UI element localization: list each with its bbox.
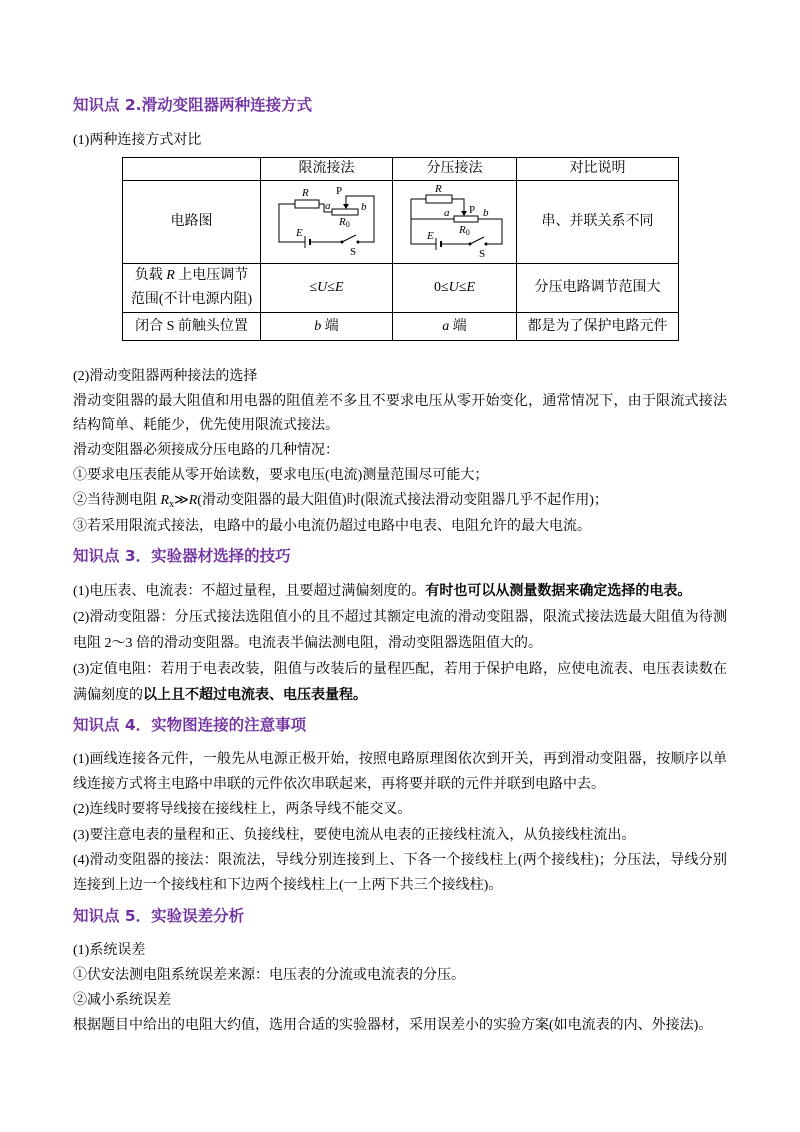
wire-to-slider	[452, 199, 464, 212]
paragraph-line: 根据题目中给出的电阻大约值，选用合适的实验器材，采用误差小的实验方案(如电流表的内、外接法)。	[73, 1018, 713, 1033]
table-row-circuit	[123, 181, 679, 264]
position-divider	[393, 313, 517, 341]
range-divider-u: U	[448, 280, 459, 295]
note-circuit: 串、并联关系不同	[517, 181, 679, 264]
switch-contact	[356, 241, 359, 244]
switch-lever	[470, 237, 484, 244]
resistor-r	[295, 200, 319, 208]
switch-lever	[342, 235, 356, 242]
list-item	[73, 491, 608, 511]
range-limit-le1: ≤	[309, 280, 318, 295]
cell-limit-circuit	[261, 181, 393, 264]
range-limit-le2: ≤	[327, 280, 335, 295]
range-label-var: R	[166, 268, 175, 283]
position-divider-suffix: 端	[449, 318, 467, 334]
label-r0-sub: 0	[345, 220, 350, 229]
label-r: R	[434, 183, 442, 195]
position-limit-var: b	[314, 318, 322, 334]
row-label-position: 闭合 S 前触头位置	[123, 313, 261, 341]
position-limit-suffix: 端	[321, 318, 339, 334]
label-r0-sub: 0	[465, 228, 470, 237]
range-label-line2: 范围(不计电源内阻)	[130, 292, 253, 307]
table-row-range	[123, 264, 679, 313]
subheading-selection: (2)滑动变阻器两种接法的选择	[73, 369, 258, 384]
paragraph-line: 滑动变阻器必须接成分压电路的几种情况：	[73, 443, 339, 458]
list-item: ③若采用限流式接法，电路中的最小电流仍超过电路中电表、电阻允许的最大电流。	[73, 519, 591, 534]
rheostat-r0	[454, 216, 478, 222]
label-r0-main: R	[338, 216, 346, 228]
paragraph-line: (2)连线时要将导线接在接线柱上，两条导线不能交叉。	[73, 802, 412, 817]
range-limit-u: U	[317, 280, 328, 295]
wire-b-right	[478, 219, 502, 244]
paragraph-line: (1)画线连接各元件，一般先从电源正极开始，按照电路原理图依次到开关，再到滑动变阻器，按顺序以单	[73, 752, 727, 767]
p3-normal: 满偏刻度的	[73, 688, 143, 703]
row-label-circuit: 电路图	[123, 181, 261, 264]
item2-var: R	[160, 493, 170, 508]
label-p: P	[468, 204, 475, 216]
section-heading-4: 知识点 4．实物图连接的注意事项	[73, 716, 307, 734]
switch-contact	[340, 241, 343, 244]
item2-var2: R	[188, 493, 198, 508]
range-label-pre: 负载	[134, 268, 167, 283]
list-item: ①要求电压表能从零开始读数，要求电压(电流)测量范围尽可能大；	[73, 468, 489, 483]
label-r0	[338, 216, 350, 229]
paragraph-line: 线连接方式将主电路中串联的元件依次串联起来，再将要并联的元件并联到电路中去。	[73, 777, 605, 792]
table-row-position	[123, 313, 679, 341]
paragraph-line: ②减小系统误差	[73, 993, 171, 1008]
p1-bold: 有时也可以从测量数据来确定选择的电表。	[425, 583, 692, 599]
p1-normal: (1)电压表、电流表：不超过量程，且要超过满偏刻度的。	[73, 584, 426, 599]
label-e: E	[426, 230, 434, 242]
note-position: 都是为了保护电路元件	[517, 313, 679, 341]
label-a: a	[443, 207, 449, 219]
paragraph-line: ①伏安法测电阻系统误差来源：电压表的分流或电流表的分压。	[73, 968, 465, 983]
paragraph-line: (4)滑动变阻器的接法：限流法，导线分别连接到上、下各一个接线柱上(两个接线柱)；分压法，导线分别	[73, 853, 727, 868]
paragraph-line: 结构简单、耗能少，优先使用限流式接法。	[73, 418, 339, 433]
rheostat-r0	[332, 209, 358, 215]
range-limit	[261, 264, 393, 313]
table-header-row	[123, 158, 679, 181]
position-divider-var: a	[442, 318, 450, 334]
paragraph-line: (3)要注意电表的量程和正、负接线柱，要使电流从电表的正接线柱流入，从负接线柱流出。	[73, 828, 636, 843]
resistor-r	[426, 195, 452, 203]
p3-bold: 以上且不超过电流表、电压表量程。	[143, 687, 367, 703]
header-cell-limit: 限流接法	[261, 158, 393, 181]
label-e: E	[295, 227, 303, 239]
subheading-comparison: (1)两种连接方式对比	[73, 133, 202, 148]
label-p: P	[335, 185, 342, 197]
paragraph-line: (3)定值电阻：若用于电表改装，阻值与改装后的量程匹配，若用于保护电路，应使电流表、电压表读数在	[73, 662, 727, 677]
wire-slider-right	[346, 196, 374, 242]
header-cell-empty	[123, 158, 261, 181]
item2-sub: x	[169, 499, 175, 510]
header-cell-divider: 分压接法	[393, 158, 517, 181]
item2-pre: ②当待测电阻	[73, 493, 161, 508]
paragraph-line: (2)滑动变阻器：分压式接法选阻值小的且不超过其额定电流的滑动变阻器，限流式接法选最大阻值为待测	[73, 610, 727, 625]
section-heading-3: 知识点 3．实验器材选择的技巧	[73, 547, 291, 565]
label-r0	[458, 224, 470, 237]
range-label-post: 上电压调节	[174, 268, 249, 283]
paragraph-line	[73, 581, 691, 601]
item2-post: (滑动变阻器的最大阻值)时(限流式接法滑动变阻器几乎不起作用)；	[197, 493, 608, 508]
cell-divider-circuit	[393, 181, 517, 264]
paragraph-line: 连接到上边一个接线柱和下边两个接线柱上(一上两下共三个接线柱)。	[73, 878, 503, 893]
range-limit-e: E	[334, 280, 344, 295]
label-s: S	[478, 248, 485, 260]
slider-arrow	[343, 204, 349, 209]
label-s: S	[349, 246, 356, 258]
label-a: a	[324, 200, 330, 212]
paragraph-line: 电阻 2～3 倍的滑动变阻器。电流表半偏法测电阻，滑动变阻器选阻值大的。	[73, 636, 542, 651]
note-range: 分压电路调节范围大	[517, 264, 679, 313]
label-b: b	[482, 207, 488, 219]
paragraph-line	[73, 685, 367, 705]
section-heading-2: 知识点 2.滑动变阻器两种连接方式	[73, 96, 313, 114]
divider-circuit-diagram	[394, 182, 516, 262]
range-divider	[393, 264, 517, 313]
limit-circuit-diagram	[262, 182, 392, 262]
item2-op: ≫	[174, 493, 189, 508]
paragraph-line: 滑动变阻器的最大阻值和用电器的阻值差不多且不要求电压从零开始变化，通常情况下，由于限流式接法	[73, 394, 727, 409]
label-r: R	[301, 187, 309, 199]
label-b: b	[360, 201, 366, 213]
switch-contact	[484, 243, 487, 246]
range-divider-e: E	[466, 280, 476, 295]
row-label-range	[123, 264, 261, 313]
range-divider-pre: 0≤	[433, 280, 449, 295]
slider-arrow	[461, 211, 467, 216]
switch-contact	[468, 243, 471, 246]
position-limit	[261, 313, 393, 341]
paragraph-line: (1)系统误差	[73, 943, 146, 958]
section-heading-5: 知识点 5．实验误差分析	[73, 907, 245, 925]
header-cell-note: 对比说明	[517, 158, 679, 181]
label-r0-main: R	[458, 224, 466, 236]
comparison-table	[122, 157, 679, 341]
range-divider-le2: ≤	[458, 280, 467, 295]
